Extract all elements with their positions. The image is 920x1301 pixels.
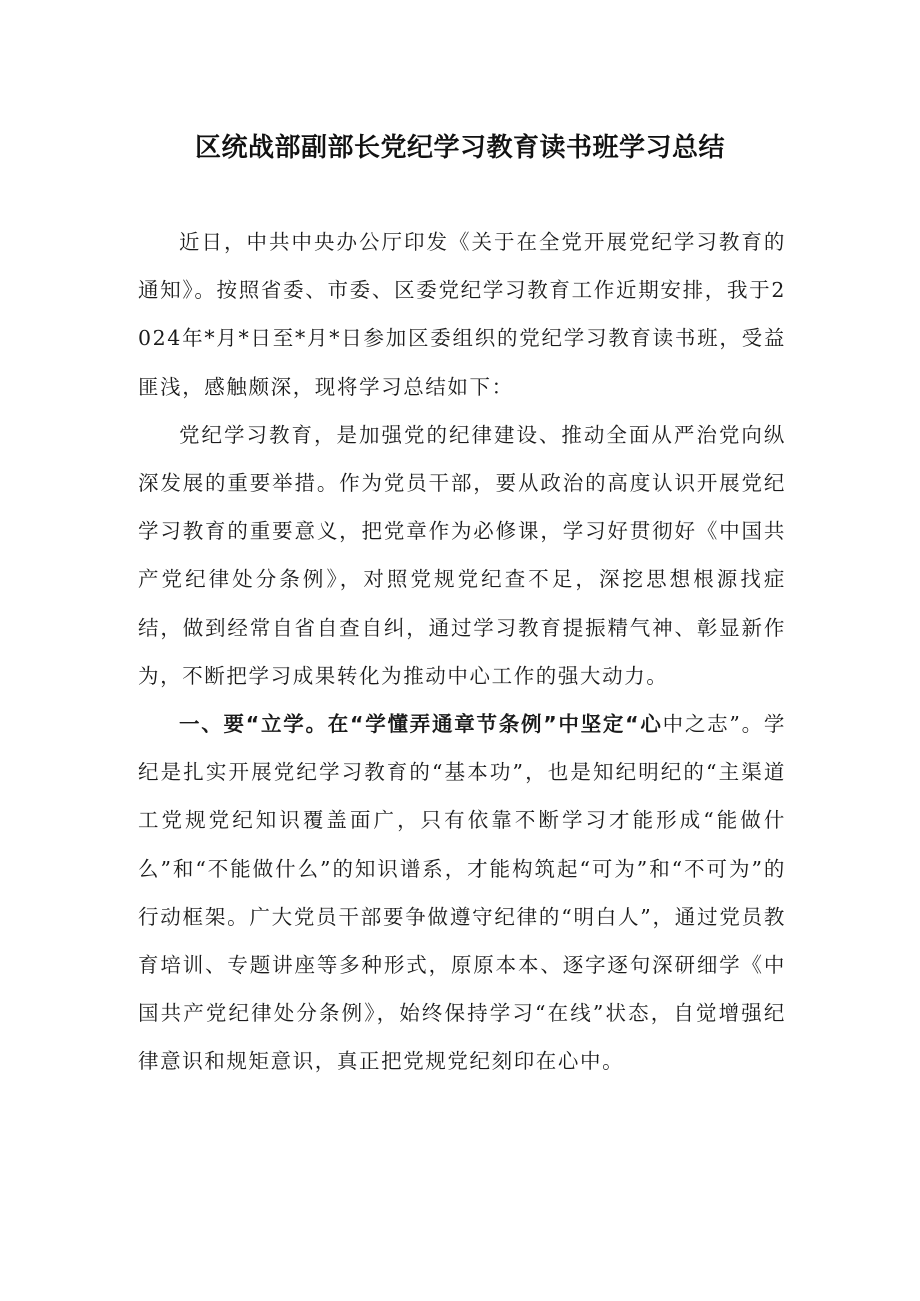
document-body (138, 218, 786, 1086)
document-title: 区统战部副部长党纪学习教育读书班学习总结 (194, 133, 725, 163)
paragraph-significance: 党纪学习教育，是加强党的纪律建设、推动全面从严治党向纵深发展的重要举措。作为党员干部，要从政治的高度认识开展党纪学习教育的重要意义，把党章作为必修课，学习好贯彻好《中国共产党纪律处分条例》，对照党规党纪查不足，深挖思想根源找症结，做到经常自省自查自纠，通过学习教育提振精气神、彰显新作为，不断把学习成果转化为推动中心工作的强大动力。 (138, 422, 786, 688)
paragraph-intro: 近日，中共中央办公厅印发《关于在全党开展党纪学习教育的通知》。按照省委、市委、区委党纪学习教育工作近期安排，我于2024年*月*日至*月*日参加区委组织的党纪学习教育读书班，受益匪浅，感触颇深，现将学习总结如下： (138, 230, 786, 399)
section-one-text: 中之志”。学纪是扎实开展党纪学习教育的“基本功”，也是知纪明纪的“主渠道工党规党纪知识覆盖面广，只有依靠不断学习才能形成“能做什么”和“不能做什么”的知识谱系，才能构筑起“可为”和“不可为”的行动框架。广大党员干部要争做遵守纪律的“明白人”，通过党员教育培训、专题讲座等多种形式，原原本本、逐字逐句深研细学《中国共产党纪律处分条例》，始终保持学习“在线”状态，自觉增强纪律意识和规矩意识，真正把党规党纪刻印在心中。 (138, 712, 786, 1074)
section-one-heading: 一、要“立学。在“学懂弄通章节条例”中坚定“心 (179, 712, 663, 737)
paragraph-section-one (138, 700, 786, 1086)
